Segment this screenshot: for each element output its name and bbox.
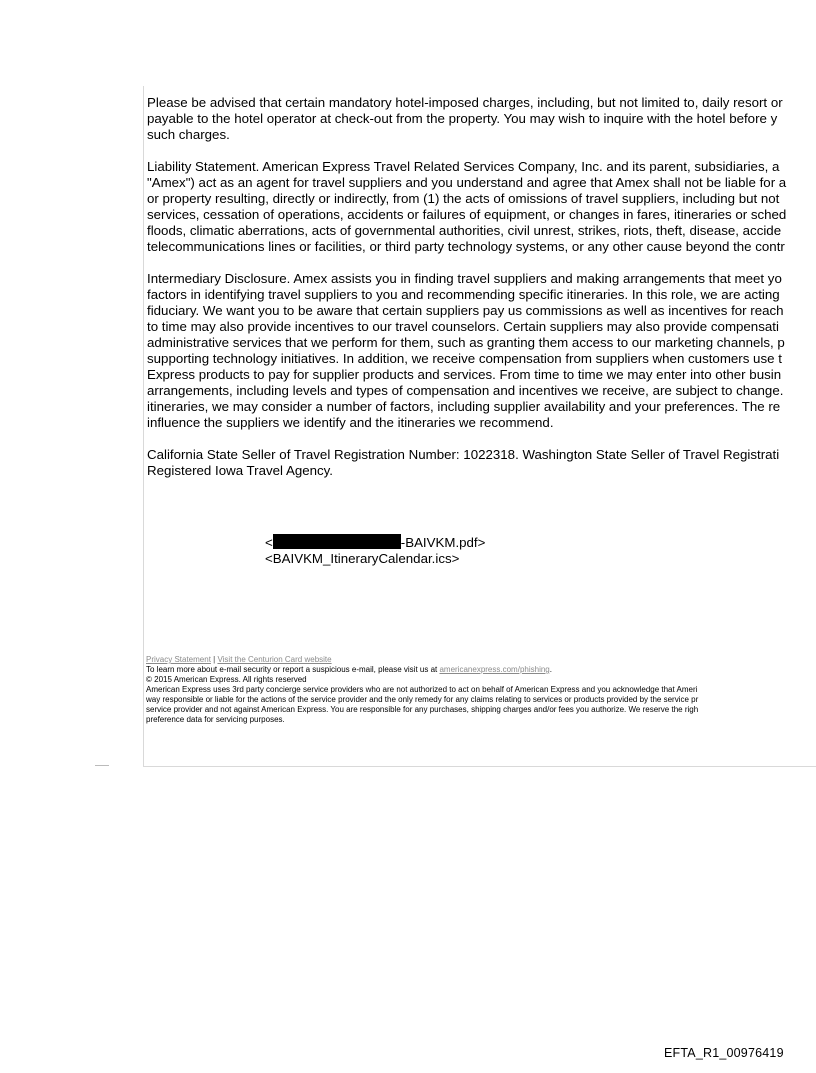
text-line: supporting technology initiatives. In addition, we receive compensation from suppliers when customers use t (147, 351, 782, 366)
hotel-charges-paragraph (147, 95, 816, 143)
text-line: California State Seller of Travel Registration Number: 1022318. Washington State Seller of Travel Registrati (147, 447, 780, 462)
text-line: to time may also provide incentives to our travel counselors. Certain suppliers may also provide compensati (147, 319, 779, 334)
document-id: EFTA_R1_00976419 (664, 1046, 784, 1060)
ics-attachment[interactable] (265, 551, 485, 567)
ics-attachment-name: <BAIVKM_ItineraryCalendar.ics> (265, 551, 460, 566)
text-line: arrangements, including levels and types of compensation and incentives we receive, are subject to change. (147, 383, 784, 398)
disclaimer-line: American Express uses 3rd party concierge service providers who are not authorized to act on behalf of American Express and you acknowledge that Ameri (146, 685, 698, 694)
text-line: Registered Iowa Travel Agency. (147, 463, 334, 478)
text-line: such charges. (147, 127, 230, 142)
attachment-open-bracket: < (265, 535, 273, 550)
footer-links (146, 655, 816, 665)
text-line: fiduciary. We want you to be aware that certain suppliers pay us commissions as well as incentives for reach (147, 303, 784, 318)
copyright-text: © 2015 American Express. All rights reserved (146, 675, 307, 684)
text-line: factors in identifying travel suppliers to you and recommending specific itineraries. In this role, we are acting (147, 287, 780, 302)
text-line: or property resulting, directly or indirectly, from (1) the acts of omissions of travel suppliers, including but not (147, 191, 780, 206)
text-line: services, cessation of operations, accidents or failures of equipment, or changes in fares, itineraries or sched (147, 207, 787, 222)
phishing-link[interactable]: americanexpress.com/phishing (439, 665, 550, 674)
intermediary-disclosure-paragraph (147, 271, 816, 431)
pdf-attachment-name: -BAIVKM.pdf> (400, 535, 486, 550)
email-body (147, 95, 816, 495)
text-line: Please be advised that certain mandatory hotel-imposed charges, including, but not limited to, daily resort or (147, 95, 783, 110)
seller-of-travel-paragraph (147, 447, 816, 479)
concierge-disclaimer (146, 685, 816, 725)
link-separator: | (210, 655, 218, 664)
attachment-list (265, 534, 485, 567)
text-line: administrative services that we perform for them, such as granting them access to our marketing channels, p (147, 335, 785, 350)
disclaimer-line: preference data for servicing purposes. (146, 715, 285, 724)
email-footer (146, 655, 816, 725)
text-line: floods, climatic aberrations, acts of governmental authorities, civil unrest, strikes, riots, theft, disease, accide (147, 223, 782, 238)
text-line: telecommunications lines or facilities, or third party technology systems, or any other cause beyond the contr (147, 239, 785, 254)
pdf-attachment[interactable] (265, 534, 485, 551)
privacy-statement-link[interactable]: Privacy Statement (146, 655, 211, 664)
text-line: Liability Statement. American Express Travel Related Services Company, Inc. and its parent, subsidiaries, a (147, 159, 780, 174)
security-text: To learn more about e-mail security or report a suspicious e-mail, please visit us at (146, 665, 440, 674)
disclaimer-line: service provider and not against American Express. You are responsible for any purchases, shipping charges and/or fees you authorize. We reserve the righ (146, 705, 699, 714)
centurion-website-link[interactable]: Visit the Centurion Card website (217, 655, 332, 664)
text-line: influence the suppliers we identify and the itineraries we recommend. (147, 415, 554, 430)
redaction-block (273, 534, 401, 549)
security-text-end: . (549, 665, 552, 674)
text-line: payable to the hotel operator at check-out from the property. You may wish to inquire with the hotel before y (147, 111, 778, 126)
text-line: itineraries, we may consider a number of factors, including supplier availability and your preferences. The re (147, 399, 781, 414)
security-notice (146, 665, 816, 675)
disclaimer-line: way responsible or liable for the actions of the service provider and the only remedy for any claims relating to services or products provided by the service pr (146, 695, 699, 704)
text-line: Express products to pay for supplier products and services. From time to time we may enter into other busin (147, 367, 782, 382)
text-line: "Amex") act as an agent for travel suppliers and you understand and agree that Amex shall not be liable for a (147, 175, 787, 190)
liability-statement-paragraph (147, 159, 816, 255)
scan-mark (95, 765, 109, 766)
text-line: Intermediary Disclosure. Amex assists you in finding travel suppliers and making arrangements that meet yo (147, 271, 782, 286)
